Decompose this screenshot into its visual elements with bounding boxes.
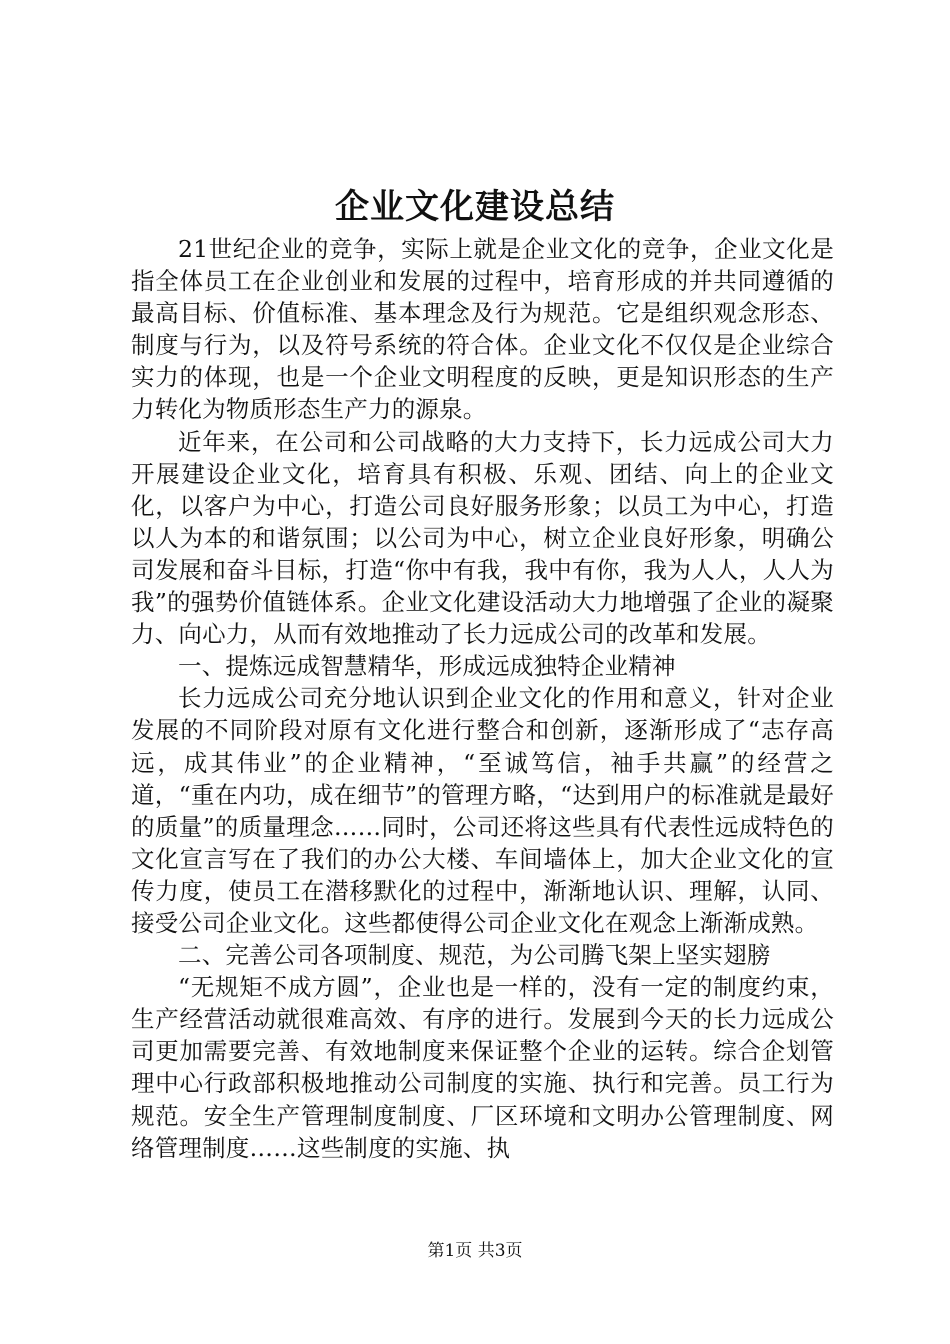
paragraph-recent-years: 近年来，在公司和公司战略的大力支持下，长力远成公司大力开展建设企业文化，培育具有积极、乐观、团结、向上的企业文化，以客户为中心，打造公司良好服务形象；以员工为中心，打造以人为本的和谐氛围；以公司为中心，树立企业良好形象，明确公司发展和奋斗目标，打造“你中有我，我中有你，我为人人，人人为我”的强势价值链体系。企业文化建设活动大力地增强了企业的凝聚力、向心力，从而有效地推动了长力远成公司的改革和发展。 <box>131 427 834 649</box>
section-heading-2: 二、完善公司各项制度、规范，为公司腾飞架上坚实翅膀 <box>178 941 771 970</box>
paragraph-section-2: “无规矩不成方圆”，企业也是一样的，没有一定的制度约束，生产经营活动就很难高效、有序的进行。发展到今天的长力远成公司更加需要完善、有效地制度来保证整个企业的运转。综合企划管理中心行政部积极地推动公司制度的实施、执行和完善。员工行为规范。安全生产管理制度制度、厂区环境和文明办公管理制度、网络管理制度……这些制度的实施、执 <box>131 973 834 1162</box>
page-number-footer: 第1页 共3页 <box>427 1241 523 1261</box>
paragraph-section-1: 长力远成公司充分地认识到企业文化的作用和意义，针对企业发展的不同阶段对原有文化进行整合和创新，逐渐形成了“志存高远，成其伟业”的企业精神，“至诚笃信，袖手共赢”的经营之道，“重在内功，成在细节”的管理方略，“达到用户的标准就是最好的质量”的质量理念……同时，公司还将这些具有代表性远成特色的文化宣言写在了我们的办公大楼、车间墙体上，加大企业文化的宣传力度，使员工在潜移默化的过程中，渐渐地认识、理解，认同、接受公司企业文化。这些都使得公司企业文化在观念上渐渐成熟。 <box>131 684 834 937</box>
document-title: 企业文化建设总结 <box>335 187 615 227</box>
section-heading-1: 一、提炼远成智慧精华，形成远成独特企业精神 <box>178 652 676 681</box>
paragraph-intro: 21世纪企业的竞争，实际上就是企业文化的竞争，企业文化是指全体员工在企业创业和发展的过程中，培育形成的并共同遵循的最高目标、价值标准、基本理念及行为规范。它是组织观念形态、制度与行为，以及符号系统的符合体。企业文化不仅仅是企业综合实力的体现，也是一个企业文明程度的反映，更是知识形态的生产力转化为物质形态生产力的源泉。 <box>131 235 834 424</box>
document-body <box>131 233 834 1164</box>
